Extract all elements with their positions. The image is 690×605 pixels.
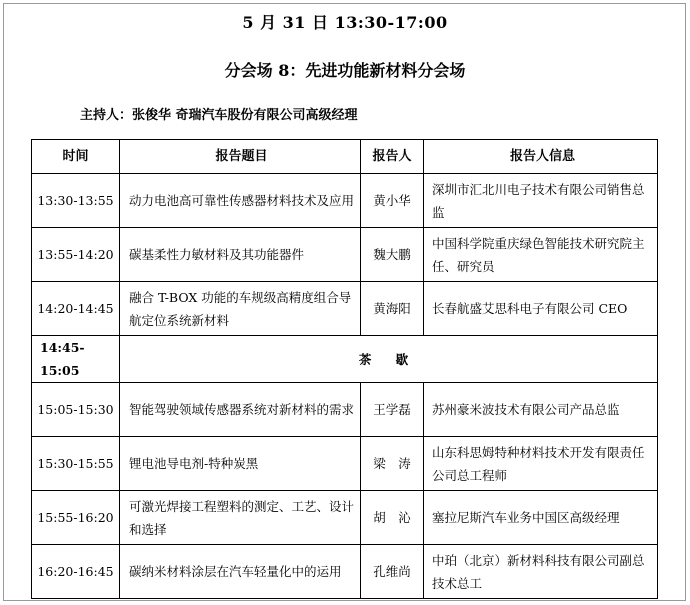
row-info: 长春航盛艾思科电子有限公司 CEO: [424, 282, 658, 336]
table-row: [32, 545, 658, 599]
date-time-heading: 5 月 31 日 13:30-17:00: [242, 13, 448, 32]
host-line: 主持人：张俊华 奇瑞汽车股份有限公司高级经理: [80, 108, 358, 123]
row-speaker: 魏大鹏: [361, 228, 424, 282]
row-time: 15:05-15:30: [32, 383, 120, 437]
table-header-row: [32, 140, 658, 174]
row-topic: 融合 T-BOX 功能的车规级高精度组合导航定位系统新材料: [120, 282, 361, 336]
header-topic: 报告题目: [120, 140, 361, 174]
row-info: 苏州豪米波技术有限公司产品总监: [424, 383, 658, 437]
row-time: 13:30-13:55: [32, 174, 120, 228]
schedule-table: [31, 139, 658, 599]
row-topic: 锂电池导电剂-特种炭黑: [120, 437, 361, 491]
table-row: [32, 282, 658, 336]
row-topic: 碳纳米材料涂层在汽车轻量化中的运用: [120, 545, 361, 599]
break-label: 茶 歇: [120, 336, 658, 383]
row-info: 深圳市汇北川电子技术有限公司销售总监: [424, 174, 658, 228]
header-speaker: 报告人: [361, 140, 424, 174]
header-info: 报告人信息: [424, 140, 658, 174]
row-topic: 动力电池高可靠性传感器材料技术及应用: [120, 174, 361, 228]
row-speaker: 王学磊: [361, 383, 424, 437]
row-time: 16:20-16:45: [32, 545, 120, 599]
break-time: 14:45-15:05: [32, 336, 120, 383]
table-row: [32, 491, 658, 545]
row-time: 15:55-16:20: [32, 491, 120, 545]
table-row: [32, 437, 658, 491]
row-info: 中国科学院重庆绿色智能技术研究院主任、研究员: [424, 228, 658, 282]
row-info: 中珀（北京）新材料科技有限公司副总技术总工: [424, 545, 658, 599]
row-topic: 碳基柔性力敏材料及其功能器件: [120, 228, 361, 282]
row-speaker: 梁 涛: [361, 437, 424, 491]
row-speaker: 黄小华: [361, 174, 424, 228]
row-time: 14:20-14:45: [32, 282, 120, 336]
row-info: 塞拉尼斯汽车业务中国区高级经理: [424, 491, 658, 545]
row-time: 15:30-15:55: [32, 437, 120, 491]
row-topic: 智能驾驶领域传感器系统对新材料的需求: [120, 383, 361, 437]
table-row: [32, 383, 658, 437]
break-row: [32, 336, 658, 383]
row-speaker: 胡 沁: [361, 491, 424, 545]
row-speaker: 黄海阳: [361, 282, 424, 336]
header-time: 时间: [32, 140, 120, 174]
row-speaker: 孔维尚: [361, 545, 424, 599]
row-info: 山东科思姆特种材料技术开发有限责任公司总工程师: [424, 437, 658, 491]
row-time: 13:55-14:20: [32, 228, 120, 282]
session-title: 分会场 8：先进功能新材料分会场: [224, 61, 466, 80]
row-topic: 可激光焊接工程塑料的测定、工艺、设计和选择: [120, 491, 361, 545]
table-row: [32, 174, 658, 228]
table-row: [32, 228, 658, 282]
